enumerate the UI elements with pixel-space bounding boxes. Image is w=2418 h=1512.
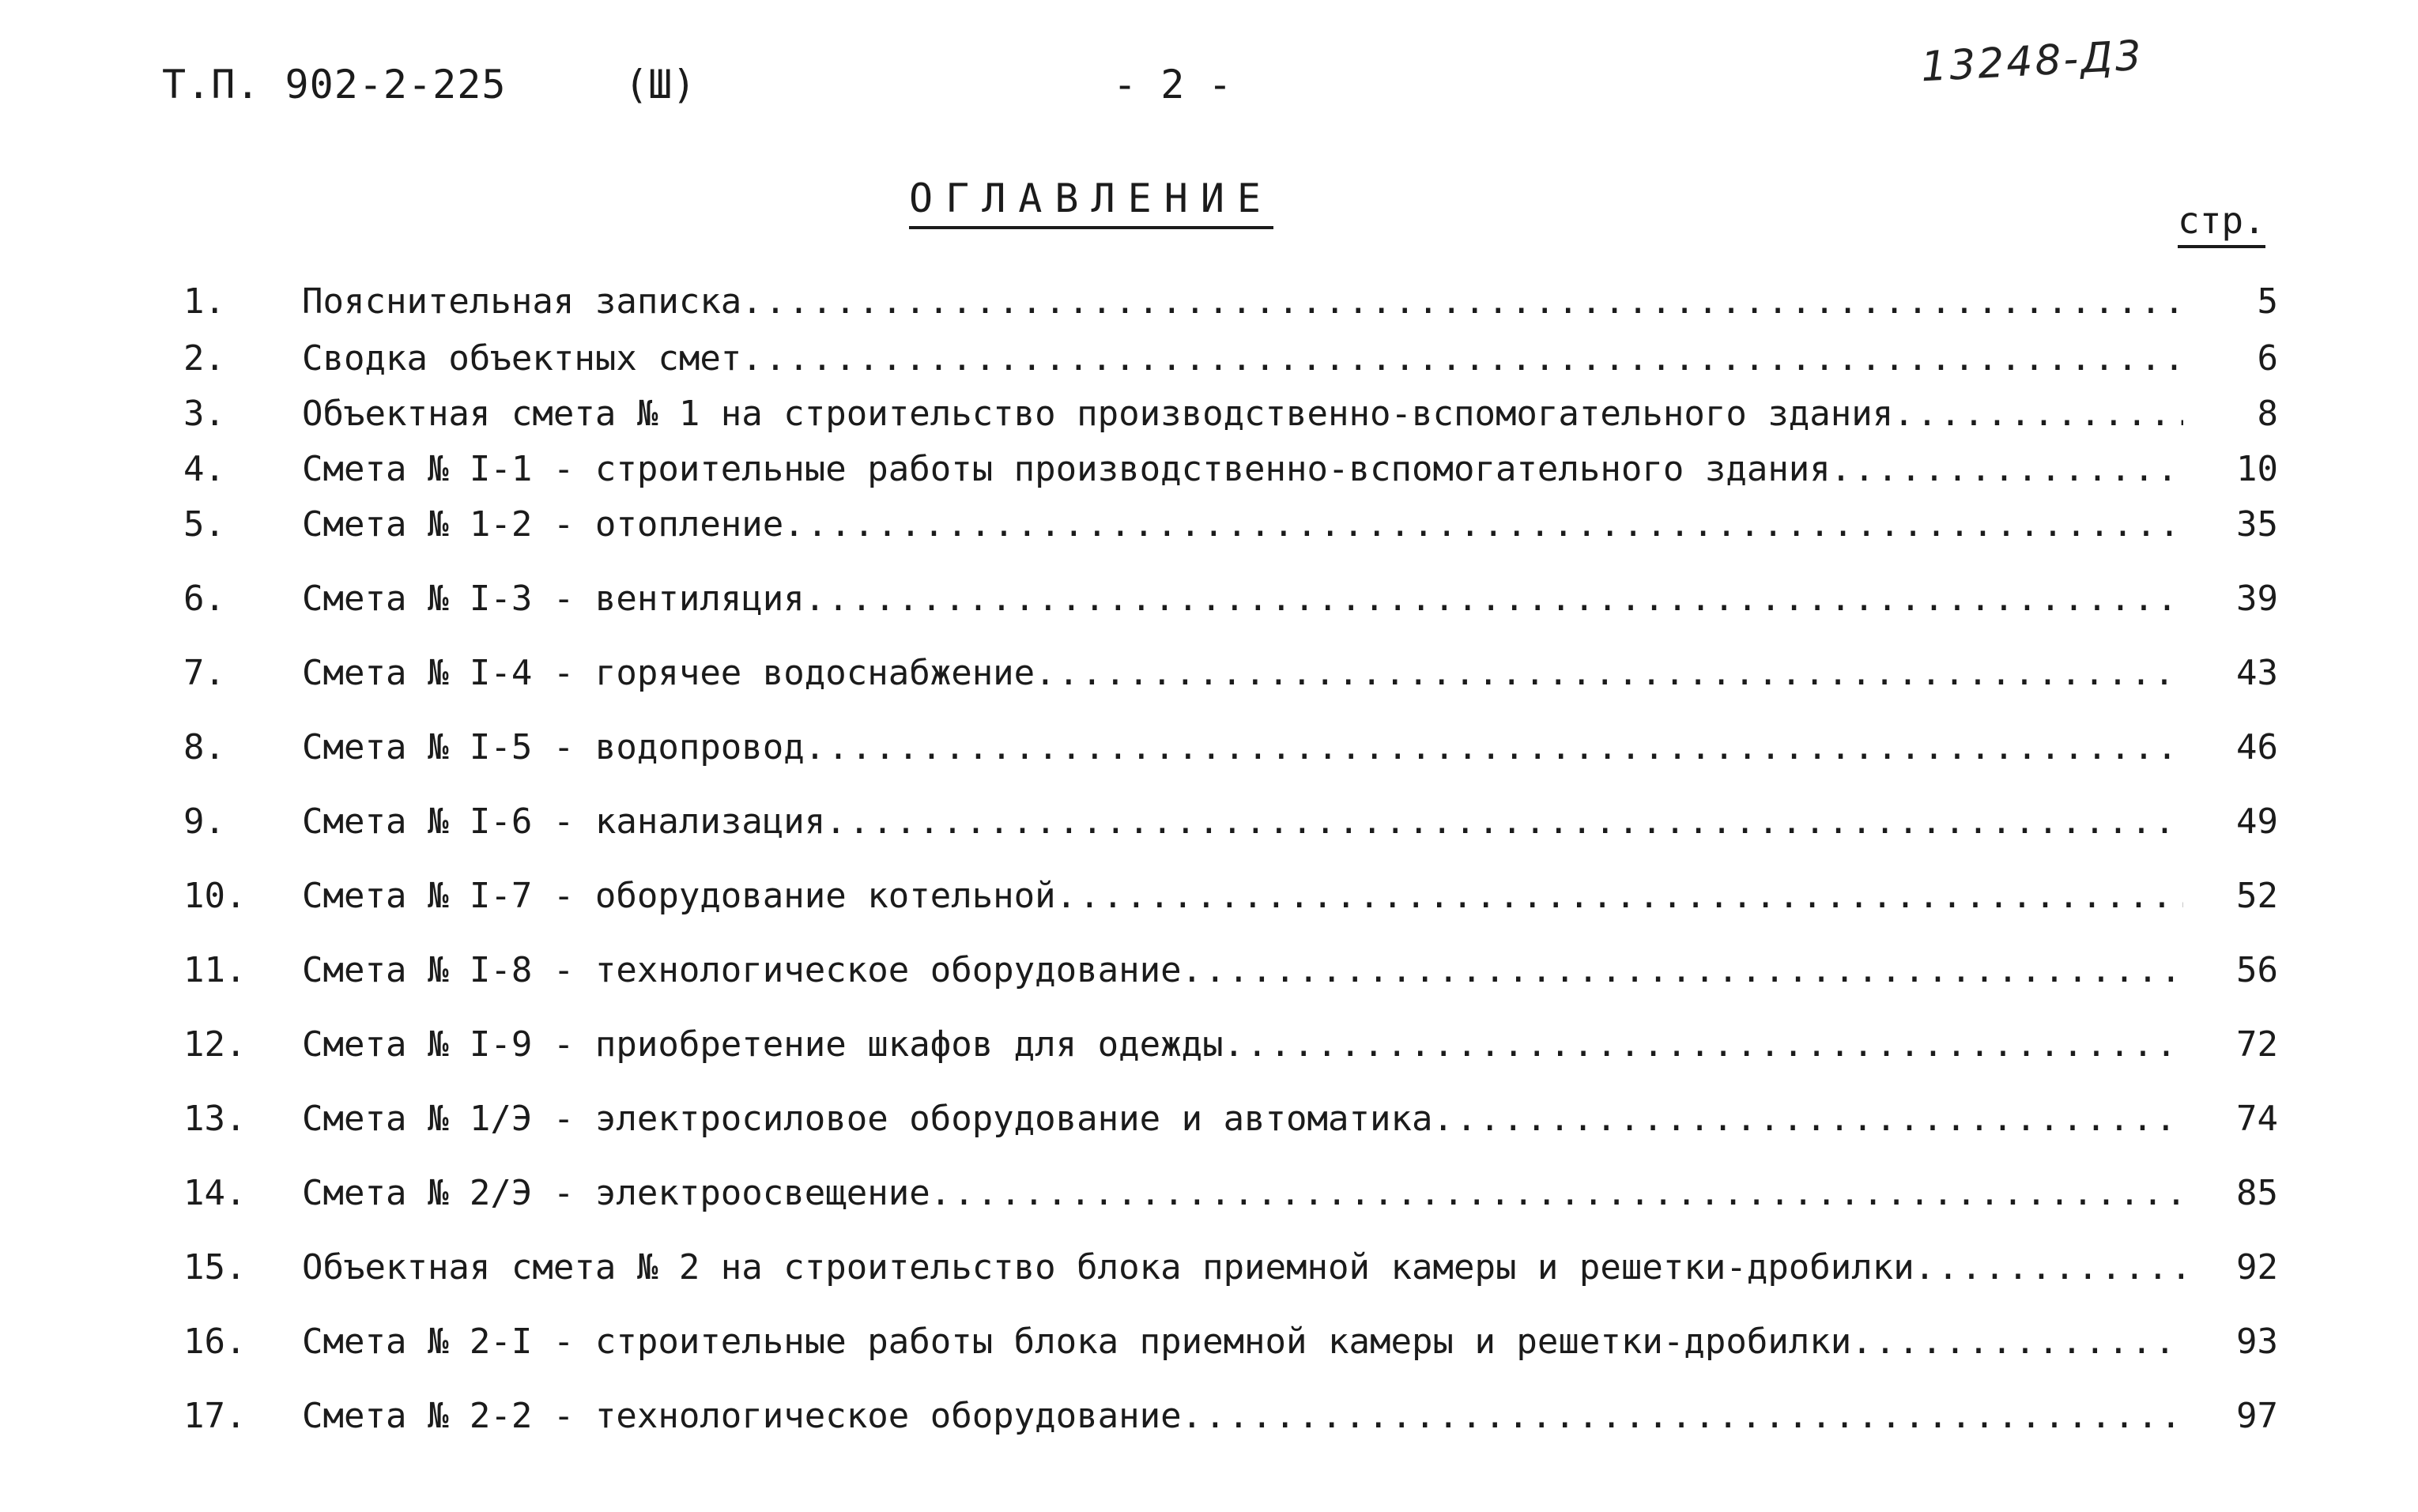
toc-row [183,650,2278,697]
toc-item-text: Смета № 2/Э - электроосвещение ..... [302,1170,2183,1217]
toc-item-number: 11. [183,950,247,990]
toc-item-page: 49 [2236,801,2278,842]
toc-item-number: 6. [183,579,225,619]
toc-row [183,278,2278,326]
toc-item-page: 10 [2236,449,2278,489]
toc-row [183,1021,2278,1069]
toc-item-text: Объектная смета № 1 на строительство производственно-вспомогательного здания ..... [302,390,2183,438]
toc-item-page: 93 [2236,1322,2278,1362]
toc-item-page: 72 [2236,1024,2278,1065]
toc-item-text: Объектная смета № 2 на строительство блока приемной камеры и решетки-дробилки ..... [302,1244,2183,1291]
toc-item-page: 43 [2236,653,2278,693]
toc-item-number: 1. [183,281,225,322]
toc-item-page: 85 [2236,1173,2278,1213]
toc-item-page: 74 [2236,1099,2278,1139]
toc-item-page: 8 [2257,394,2278,434]
volume-mark: (Ш) [624,62,696,107]
toc-row [183,873,2278,920]
toc-item-page: 5 [2257,281,2278,322]
toc-item-number: 5. [183,504,225,545]
toc-row [183,1318,2278,1366]
toc-row [183,501,2278,549]
toc-item-page: 35 [2236,504,2278,545]
toc-row [183,335,2278,383]
toc-row [183,724,2278,771]
toc-item-text: Смета № I-5 - водопровод ..... [302,724,2183,771]
toc-item-text: Смета № I-9 - приобретение шкафов для одежды ..... [302,1021,2183,1069]
page-number: - 2 - [1113,62,1232,107]
toc-item-page: 46 [2236,727,2278,767]
toc-item-text: Смета № 2-2 - технологическое оборудование ..... [302,1393,2183,1440]
toc-row [183,1170,2278,1217]
toc-item-text: Смета № I-3 - вентиляция ..... [302,575,2183,623]
toc-row [183,390,2278,438]
handwritten-inventory-number: 13248-Д3 [1919,32,2145,92]
toc-item-text: Сводка объектных смет ..... [302,335,2183,383]
toc-item-number: 17. [183,1396,247,1436]
toc-title: ОГЛАВЛЕНИЕ [909,175,1273,229]
toc-item-text: Пояснительная записка ..... [302,278,2183,326]
toc-row [183,1393,2278,1440]
toc-item-page: 6 [2257,338,2278,379]
toc-item-text: Смета № I-7 - оборудование котельной ..... [302,873,2183,920]
toc-item-page: 56 [2236,950,2278,990]
toc-item-text: Смета № 1-2 - отопление ..... [302,501,2183,549]
toc-row [183,1095,2278,1143]
toc-item-text: Смета № I-1 - строительные работы производственно-вспомогательного здания ..... [302,446,2183,493]
toc-item-text: Смета № I-6 - канализация ..... [302,798,2183,846]
page-column-label: стр. [2178,199,2265,248]
toc-item-number: 10. [183,876,247,916]
toc-item-number: 2. [183,338,225,379]
toc-item-number: 7. [183,653,225,693]
toc-item-number: 14. [183,1173,247,1213]
toc-item-page: 52 [2236,876,2278,916]
toc-item-text: Смета № I-4 - горячее водоснабжение ..... [302,650,2183,697]
toc-row [183,798,2278,846]
toc-row [183,1244,2278,1291]
toc-item-number: 12. [183,1024,247,1065]
toc-item-number: 13. [183,1099,247,1139]
toc-item-page: 92 [2236,1247,2278,1288]
toc-row [183,446,2278,493]
toc-item-number: 3. [183,394,225,434]
toc-item-number: 16. [183,1322,247,1362]
toc-item-page: 39 [2236,579,2278,619]
toc-row [183,947,2278,994]
toc-item-number: 8. [183,727,225,767]
toc-item-text: Смета № I-8 - технологическое оборудование ..... [302,947,2183,994]
toc-row [183,575,2278,623]
toc-item-number: 15. [183,1247,247,1288]
toc-item-page: 97 [2236,1396,2278,1436]
toc-item-text: Смета № 1/Э - электросиловое оборудование и автоматика ..... [302,1095,2183,1143]
toc-item-number: 9. [183,801,225,842]
toc-item-number: 4. [183,449,225,489]
project-code: Т.П. 902-2-225 [162,62,507,107]
toc-item-text: Смета № 2-I - строительные работы блока приемной камеры и решетки-дробилки ..... [302,1318,2183,1366]
